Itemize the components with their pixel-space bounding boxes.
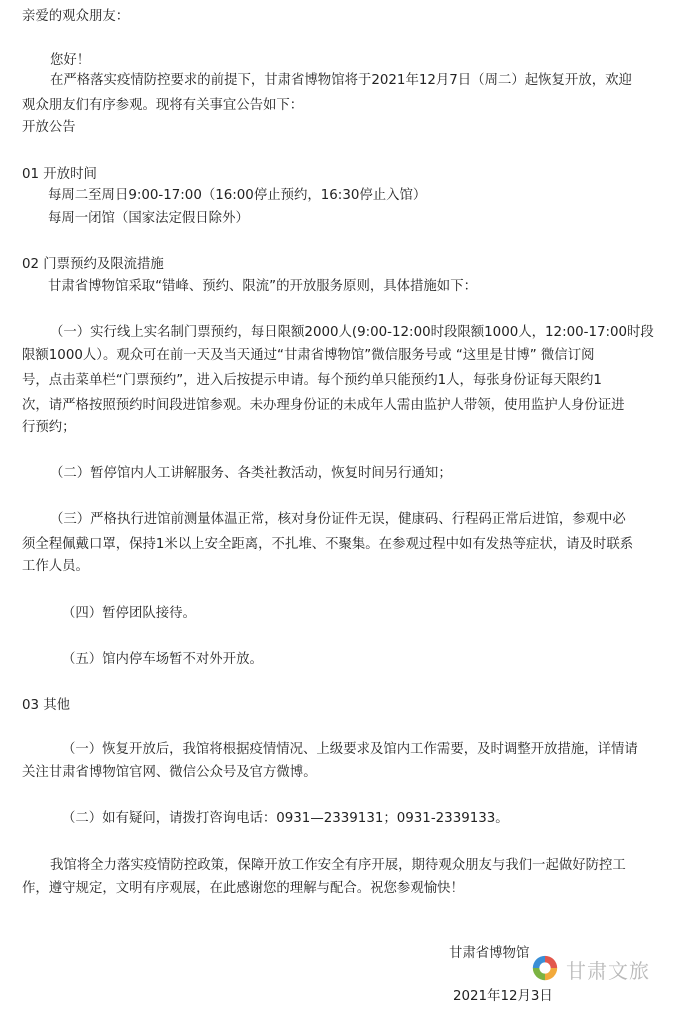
measure-2-line: （二）暂停馆内人工讲解服务、各类社教活动，恢复时间另行通知； bbox=[50, 466, 452, 481]
measure-4-line: （四）暂停团队接待。 bbox=[62, 606, 196, 621]
signature: 甘肃省博物馆 bbox=[449, 946, 530, 961]
measure-1-line-5: 行预约； bbox=[22, 420, 76, 435]
intro-line-1: 在严格落实疫情防控要求的前提下，甘肃省博物馆将于2021年12月7日（周二）起恢复开放，欢迎 bbox=[50, 73, 632, 88]
other-2-line: （二）如有疑问，请拨打咨询电话：0931—2339131；0931-2339133。 bbox=[62, 811, 509, 826]
measure-1-line-1: （一）实行线上实名制门票预约，每日限额2000人(9:00-12:00时段限额1000人，12:00-17:00时段 bbox=[50, 325, 654, 340]
section-heading-other: 03 其他 bbox=[22, 698, 71, 713]
measure-1-line-4: 次，请严格按照预约时间段进馆参观。未办理身份证的未成年人需由监护人带领，使用监护人身份证进 bbox=[22, 398, 625, 413]
section-heading-opening-hours: 01 开放时间 bbox=[22, 167, 97, 182]
closed-day-line: 每周一闭馆（国家法定假日除外） bbox=[48, 211, 249, 226]
measure-3-line-2: 须全程佩戴口罩，保持1米以上安全距离，不扎堆、不聚集。在参观过程中如有发热等症状，请及时联系 bbox=[22, 537, 634, 552]
reservation-lead: 甘肃省博物馆采取“错峰、预约、限流”的开放服务原则，具体措施如下： bbox=[48, 279, 477, 294]
measure-1-line-3: 号，点击菜单栏“门票预约”，进入后按提示申请。每个预约单只能预约1人，每张身份证每天限约1 bbox=[22, 373, 602, 388]
measure-3-line-1: （三）严格执行进馆前测量体温正常，核对身份证件无误，健康码、行程码正常后进馆，参观中必 bbox=[50, 512, 626, 527]
notice-header: 开放公告 bbox=[22, 120, 76, 135]
notice-date: 2021年12月3日 bbox=[453, 989, 553, 1004]
watermark bbox=[530, 958, 650, 984]
intro-line-2: 观众朋友们有序参观。现将有关事宜公告如下： bbox=[22, 98, 304, 113]
watermark-text: 甘肃文旅 bbox=[566, 959, 650, 983]
opening-hours-line: 每周二至周日9:00-17:00（16:00停止预约，16:30停止入馆） bbox=[48, 188, 427, 203]
measure-5-line: （五）馆内停车场暂不对外开放。 bbox=[62, 652, 263, 667]
closing-line-2: 作，遵守规定，文明有序观展，在此感谢您的理解与配合。祝您参观愉快！ bbox=[22, 881, 464, 896]
measure-1-line-2: 限额1000人）。观众可在前一天及当天通过“甘肃省博物馆”微信服务号或 “这里是甘博” 微信订阅 bbox=[22, 348, 595, 363]
measure-3-line-3: 工作人员。 bbox=[22, 559, 89, 574]
greeting: 亲爱的观众朋友： bbox=[22, 9, 130, 24]
closing-line-1: 我馆将全力落实疫情防控政策，保障开放工作安全有序开展，期待观众朋友与我们一起做好防控工 bbox=[50, 858, 626, 873]
hello-line: 您好！ bbox=[50, 53, 91, 68]
other-1-line-1: （一）恢复开放后，我馆将根据疫情情况、上级要求及馆内工作需要，及时调整开放措施，详情请 bbox=[62, 742, 638, 757]
gansu-culture-tourism-logo-icon bbox=[530, 953, 560, 989]
other-1-line-2: 关注甘肃省博物馆官网、微信公众号及官方微博。 bbox=[22, 765, 317, 780]
section-heading-reservation: 02 门票预约及限流措施 bbox=[22, 257, 164, 272]
